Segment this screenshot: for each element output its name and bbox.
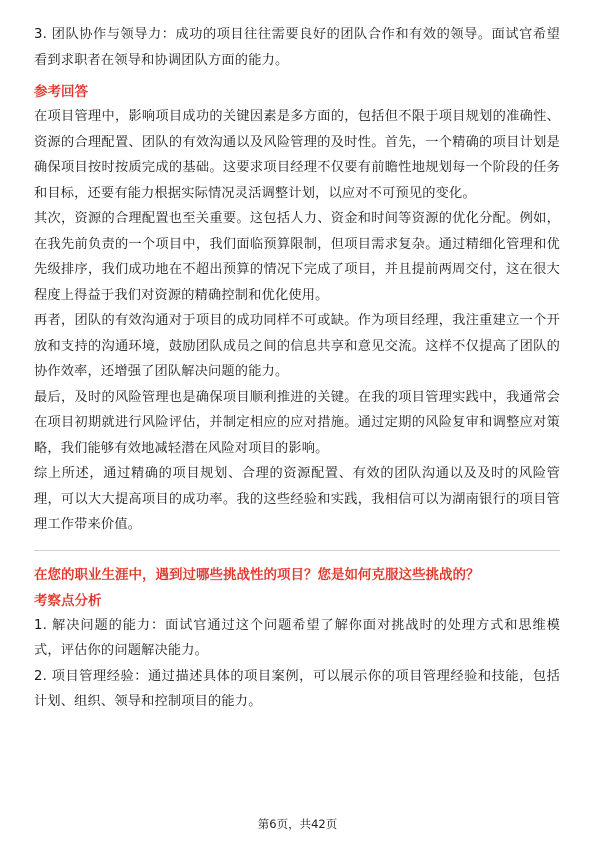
answer-paragraph-1: 在项目管理中，影响项目成功的关键因素是多方面的，包括但不限于项目规划的准确性、资源的合理配置、团队的有效沟通以及风险管理的及时性。首先，一个精确的项目计划是确保项目按时按质完成的基础。这要求项目经理不仅要有前瞻性地规划每一个阶段的任务和目标，还要有能力根据实际情况灵活调整计划，以应对不可预见的变化。 bbox=[34, 109, 560, 201]
answer-paragraph-5: 综上所述，通过精确的项目规划、合理的资源配置、有效的团队沟通以及及时的风险管理，可以大大提高项目的成功率。我的这些经验和实践，我相信可以为湖南银行的项目管理工作带来价值。 bbox=[34, 466, 560, 532]
analysis-item-1: 1. 解决问题的能力：面试官通过这个问题希望了解你面对挑战时的处理方式和思维模式，评估你的问题解决能力。 bbox=[34, 617, 560, 658]
analysis-heading: 考察点分析 bbox=[34, 592, 102, 609]
answer-paragraph-4: 最后，及时的风险管理也是确保项目顺利推进的关键。在我的项目管理实践中，我通常会在项目初期就进行风险评估，并制定相应的应对措施。通过定期的风险复审和调整应对策略，我们能够有效地减轻潜在风险对项目的影响。 bbox=[34, 389, 560, 456]
answer-heading: 参考回答 bbox=[34, 84, 88, 100]
answer-paragraph-2: 其次，资源的合理配置也至关重要。这包括人力、资金和时间等资源的优化分配。例如，在我先前负责的一个项目中，我们面临预算限制，但项目需求复杂。通过精细化管理和优先级排序，我们成功地在不超出预算的情况下完成了项目，并且提前两周交付，这在很大程度上得益于我们对资源的精确控制和优化使用。 bbox=[34, 211, 560, 303]
document-body bbox=[34, 22, 560, 715]
interview-question: 在您的职业生涯中，遇到过哪些挑战性的项目？您是如何克服这些挑战的？ bbox=[34, 566, 480, 583]
intro-item: 3. 团队协作与领导力：成功的项目往往需要良好的团队合作和有效的领导。面试官希望看到求职者在领导和协调团队方面的能力。 bbox=[34, 27, 560, 68]
section-divider bbox=[34, 550, 560, 551]
answer-paragraph-3: 再者，团队的有效沟通对于项目的成功同样不可或缺。作为项目经理，我注重建立一个开放和支持的沟通环境，鼓励团队成员之间的信息共享和意见交流。这样不仅提高了团队的协作效率，还增强了团队解决问题的能力。 bbox=[34, 313, 560, 379]
page-footer: 第6页，共42页 bbox=[257, 817, 338, 831]
analysis-item-2: 2. 项目管理经验：通过描述具体的项目案例，可以展示你的项目管理经验和技能，包括计划、组织、领导和控制项目的能力。 bbox=[34, 668, 560, 709]
